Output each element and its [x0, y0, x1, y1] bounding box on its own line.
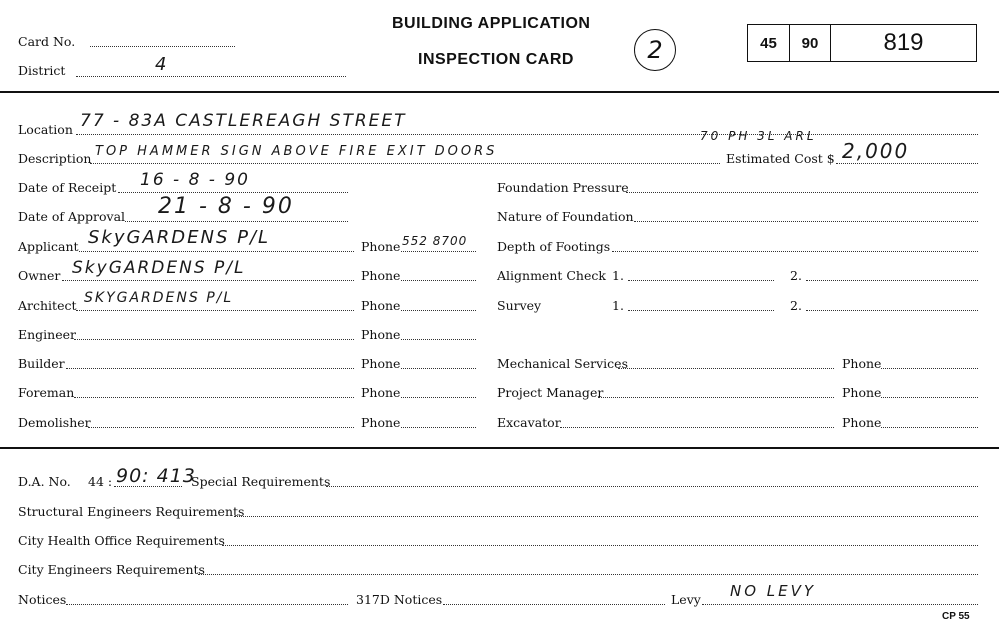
foreman-phone-line: [401, 397, 476, 398]
foundation-pressure-label: Foundation Pressure: [497, 180, 629, 195]
structural-engineers-line: [234, 516, 978, 517]
demolisher-phone-line: [401, 427, 476, 428]
project-manager-phone-label: Phone: [842, 385, 882, 400]
notices-317d-line: [443, 604, 665, 605]
district-label: District: [18, 63, 66, 78]
foreman-label: Foreman: [18, 385, 75, 400]
levy-label: Levy: [671, 592, 701, 607]
owner-phone-line: [401, 280, 476, 281]
engineer-phone-label: Phone: [361, 327, 401, 342]
circled-mark-value: 2: [647, 36, 663, 64]
architect-phone-label: Phone: [361, 298, 401, 313]
mechanical-phone-label: Phone: [842, 356, 882, 371]
divider-top: [0, 91, 999, 93]
district-line: [76, 76, 346, 77]
applicant-phone-value: 552 8700: [402, 234, 468, 248]
foundation-pressure-line: [626, 192, 978, 193]
mechanical-services-label: Mechanical Services: [497, 356, 628, 371]
survey-2-line: [806, 310, 978, 311]
estimated-cost-label: Estimated Cost $: [726, 151, 835, 166]
survey-2-label: 2.: [790, 298, 802, 313]
builder-label: Builder: [18, 356, 65, 371]
owner-label: Owner: [18, 268, 61, 283]
foreman-line: [74, 397, 354, 398]
applicant-line: [79, 251, 354, 252]
da-no-label: D.A. No.: [18, 474, 71, 489]
special-requirements-line: [326, 486, 978, 487]
builder-phone-label: Phone: [361, 356, 401, 371]
applicant-value: SkyGARDENS P/L: [88, 227, 271, 248]
city-health-label: City Health Office Requirements: [18, 533, 225, 548]
date-of-approval-label: Date of Approval: [18, 209, 126, 224]
applicant-label: Applicant: [18, 239, 79, 254]
engineer-phone-line: [401, 339, 476, 340]
city-engineers-label: City Engineers Requirements: [18, 562, 205, 577]
demolisher-phone-label: Phone: [361, 415, 401, 430]
excavator-label: Excavator: [497, 415, 561, 430]
description-line: [90, 163, 720, 164]
number-box-2: [789, 24, 831, 62]
architect-label: Architect: [18, 298, 77, 313]
alignment-2-line: [806, 280, 978, 281]
card-no-line: [90, 46, 235, 47]
project-manager-label: Project Manager: [497, 385, 604, 400]
alignment-2-label: 2.: [790, 268, 802, 283]
date-of-approval-line: [125, 221, 348, 222]
survey-1-label: 1.: [612, 298, 624, 313]
levy-line: [702, 604, 978, 605]
builder-line: [66, 368, 354, 369]
excavator-phone-label: Phone: [842, 415, 882, 430]
divider-middle: [0, 447, 999, 449]
date-of-approval-value: 21 - 8 - 90: [158, 194, 294, 219]
circled-mark: [634, 29, 676, 71]
form-title-line2: INSPECTION CARD: [418, 51, 574, 68]
owner-phone-label: Phone: [361, 268, 401, 283]
mechanical-phone-line: [881, 368, 978, 369]
engineer-line: [74, 339, 354, 340]
nature-of-foundation-label: Nature of Foundation: [497, 209, 634, 224]
notices-line: [66, 604, 348, 605]
city-health-line: [222, 545, 978, 546]
levy-value: NO LEVY: [730, 582, 817, 600]
form-title-line1: BUILDING APPLICATION: [392, 15, 591, 32]
date-of-receipt-line: [118, 192, 348, 193]
notices-label: Notices: [18, 592, 67, 607]
survey-label: Survey: [497, 298, 542, 313]
district-value: 4: [155, 54, 169, 75]
applicant-phone-label: Phone: [361, 239, 401, 254]
location-label: Location: [18, 122, 73, 137]
number-box-1-value: 45: [760, 34, 777, 52]
applicant-phone-line: [401, 251, 476, 252]
description-note: 70 PH 3L ARL: [700, 129, 817, 143]
architect-value: SKYGARDENS P/L: [84, 290, 234, 306]
excavator-phone-line: [881, 427, 978, 428]
alignment-check-label: Alignment Check: [497, 268, 606, 283]
estimated-cost-value: 2,000: [842, 139, 910, 163]
architect-phone-line: [401, 310, 476, 311]
depth-of-footings-line: [612, 251, 978, 252]
special-requirements-label: Special Requirements: [191, 474, 331, 489]
foreman-phone-label: Phone: [361, 385, 401, 400]
excavator-line: [560, 427, 834, 428]
description-label: Description: [18, 151, 92, 166]
mechanical-services-line: [618, 368, 834, 369]
nature-of-foundation-line: [634, 221, 978, 222]
alignment-1-line: [628, 280, 774, 281]
number-box-3: [830, 24, 977, 62]
engineer-label: Engineer: [18, 327, 76, 342]
survey-1-line: [628, 310, 774, 311]
card-no-label: Card No.: [18, 34, 76, 49]
demolisher-line: [88, 427, 354, 428]
description-value: TOP HAMMER SIGN ABOVE FIRE EXIT DOORS: [95, 144, 498, 159]
project-manager-line: [598, 397, 834, 398]
city-engineers-line: [198, 574, 978, 575]
date-of-receipt-label: Date of Receipt: [18, 180, 117, 195]
number-box-1: [747, 24, 790, 62]
depth-of-footings-label: Depth of Footings: [497, 239, 611, 254]
demolisher-label: Demolisher: [18, 415, 91, 430]
owner-line: [62, 280, 354, 281]
builder-phone-line: [401, 368, 476, 369]
da-no-value: 90: 413: [116, 465, 196, 487]
architect-line: [76, 310, 354, 311]
number-box-2-value: 90: [801, 34, 819, 52]
date-of-receipt-value: 16 - 8 - 90: [140, 170, 250, 190]
project-manager-phone-line: [881, 397, 978, 398]
form-code: CP 55: [942, 611, 970, 622]
notices-317d-label: 317D Notices: [356, 592, 443, 607]
da-no-prefix: 44 :: [88, 474, 113, 489]
location-value: 77 - 83A CASTLEREAGH STREET: [80, 111, 407, 131]
alignment-1-label: 1.: [612, 268, 624, 283]
location-line: [76, 134, 978, 135]
structural-engineers-label: Structural Engineers Requirements: [18, 504, 245, 519]
owner-value: SkyGARDENS P/L: [72, 258, 246, 278]
estimated-cost-line: [836, 163, 978, 164]
number-box-3-value: 819: [883, 29, 924, 56]
